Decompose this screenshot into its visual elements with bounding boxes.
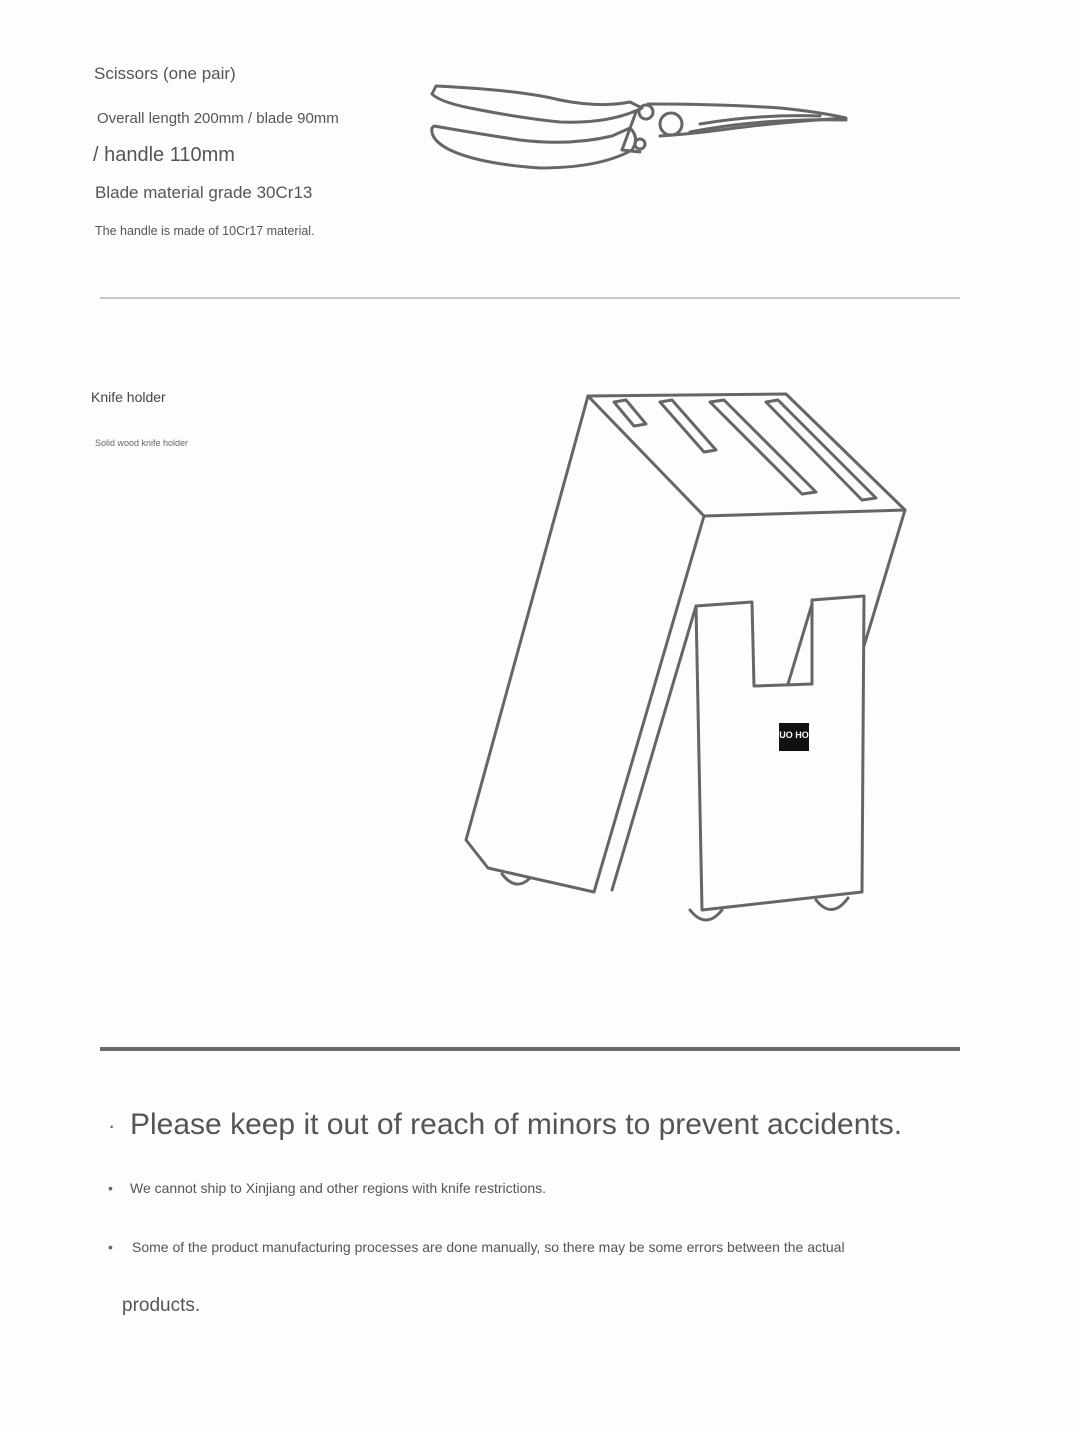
section-divider-thick	[100, 1047, 960, 1051]
scissors-handle-spec: / handle 110mm	[93, 144, 235, 166]
notice-minors: Please keep it out of reach of minors to prevent accidents.	[130, 1108, 903, 1141]
knife-holder-title: Knife holder	[91, 389, 166, 405]
scissors-title: Scissors (one pair)	[94, 64, 236, 83]
bullet-dot: ·	[108, 1113, 116, 1138]
bullet-dot: •	[108, 1180, 113, 1196]
scissors-handle-material: The handle is made of 10Cr17 material.	[95, 224, 315, 238]
notice-manual-errors: Some of the product manufacturing processes are done manually, so there may be some errors between the actual	[132, 1239, 845, 1255]
scissors-blade-material: Blade material grade 30Cr13	[95, 183, 313, 202]
notice-shipping-restriction: We cannot ship to Xinjiang and other regions with knife restrictions.	[130, 1180, 547, 1196]
notice-manual-errors-continuation: products.	[122, 1295, 201, 1316]
brand-logo-text: HUO HOU	[772, 730, 816, 740]
scissors-length-spec: Overall length 200mm / blade 90mm	[97, 110, 339, 127]
knife-holder-subtitle: Solid wood knife holder	[95, 438, 189, 448]
bullet-dot: •	[108, 1239, 113, 1255]
